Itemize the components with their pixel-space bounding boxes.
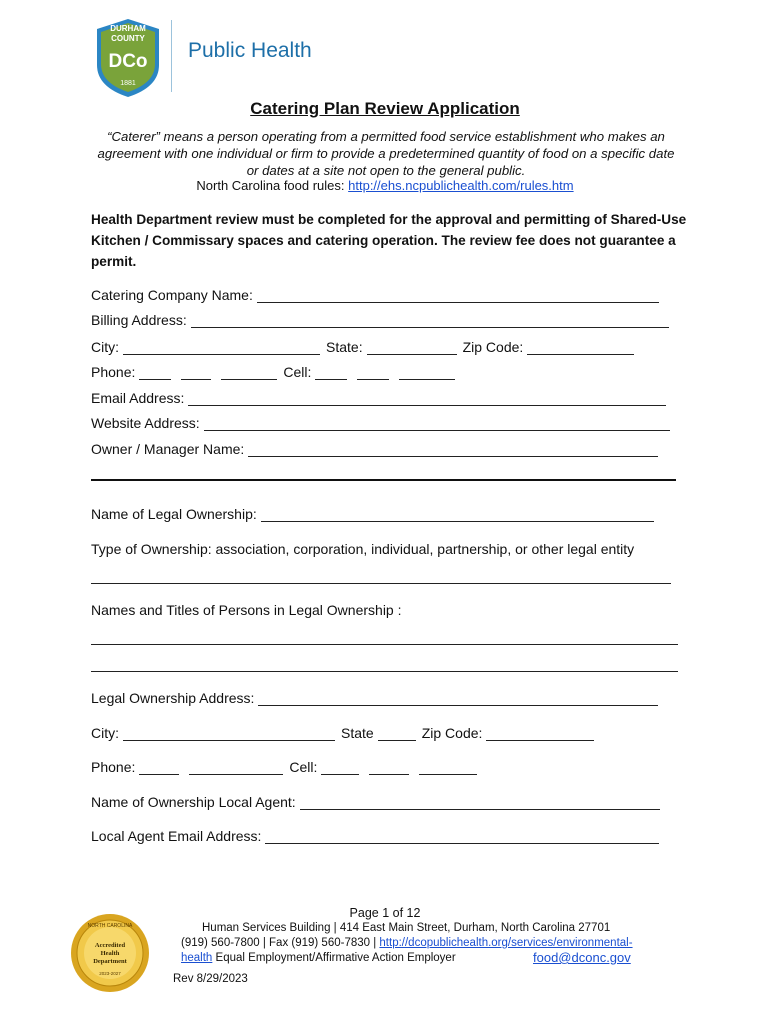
footer-website-link[interactable]: http://dcopublichealth.org/services/environmental- [379, 937, 633, 949]
accreditation-seal [70, 913, 150, 993]
legal-name-label: Name of Legal Ownership: [91, 506, 257, 522]
legal-state-input[interactable] [378, 725, 416, 741]
cell-area-input[interactable] [315, 364, 347, 380]
rules-line [0, 178, 770, 193]
local-agent-input[interactable] [300, 794, 660, 810]
seal-years: 2023-2027 [99, 971, 121, 976]
seal-line3: Department [93, 958, 127, 965]
logo-divider [171, 20, 172, 92]
ownership-type-label: Type of Ownership: association, corporation, individual, partnership, or other legal entity [91, 541, 635, 557]
footer-email-wrap [533, 950, 673, 965]
badge-top-text: DURHAM [110, 24, 146, 33]
legal-address-label: Legal Ownership Address: [91, 690, 255, 706]
legal-state-label: State [341, 725, 374, 741]
legal-name-row [91, 506, 654, 522]
zip-input[interactable] [527, 339, 634, 355]
phone-prefix-input[interactable] [181, 364, 211, 380]
cell-prefix-input[interactable] [357, 364, 389, 380]
phone-line-input[interactable] [221, 364, 277, 380]
legal-address-row [91, 690, 658, 706]
local-agent-email-label: Local Agent Email Address: [91, 828, 262, 844]
city-label: City: [91, 339, 119, 355]
phone-cell-row [91, 364, 455, 380]
owner-label: Owner / Manager Name: [91, 441, 245, 457]
legal-city-state-zip-row [91, 725, 594, 741]
state-input[interactable] [367, 339, 457, 355]
seal-line1: Accredited [94, 942, 126, 949]
local-agent-label: Name of Ownership Local Agent: [91, 794, 296, 810]
legal-cell-area-input[interactable] [321, 759, 359, 775]
website-row [91, 415, 670, 431]
company-name-input[interactable] [257, 287, 659, 303]
legal-name-input[interactable] [261, 506, 654, 522]
legal-zip-input[interactable] [486, 725, 594, 741]
rules-label: North Carolina food rules: [196, 178, 349, 193]
billing-address-row [91, 312, 669, 328]
ownership-type-row [91, 541, 634, 557]
footer-eeo-line [181, 952, 561, 964]
footer-phone-fax: (919) 560-7800 | Fax (919) 560-7830 | [181, 937, 380, 949]
cell-line-input[interactable] [399, 364, 455, 380]
phone-label: Phone: [91, 364, 136, 380]
legal-cell-line-input[interactable] [419, 759, 477, 775]
state-label: State: [326, 339, 363, 355]
local-agent-email-input[interactable] [265, 828, 659, 844]
legal-cell-prefix-input[interactable] [369, 759, 409, 775]
legal-phone-cell-row [91, 759, 477, 775]
city-input[interactable] [123, 339, 320, 355]
owner-input[interactable] [248, 441, 658, 457]
local-agent-email-row [91, 828, 659, 844]
review-notice: Health Department review must be completed for the approval and permitting of Shared-Use Kitchen / Commissary spaces and catering operation. The review fee does not guarantee a permit. [91, 212, 687, 269]
email-label: Email Address: [91, 390, 185, 406]
cell-label: Cell: [283, 364, 312, 380]
company-name-label: Catering Company Name: [91, 287, 253, 303]
names-titles-label: Names and Titles of Persons in Legal Ownership : [91, 602, 402, 618]
rules-link[interactable]: http://ehs.ncpublichealth.com/rules.htm [348, 178, 574, 193]
zip-label: Zip Code: [462, 339, 524, 355]
badge-year-text: 1881 [120, 80, 136, 87]
city-state-zip-row [91, 339, 634, 355]
legal-city-label: City: [91, 725, 119, 741]
billing-address-label: Billing Address: [91, 312, 187, 328]
website-input[interactable] [204, 415, 670, 431]
phone-area-input[interactable] [139, 364, 171, 380]
footer-address: Human Services Building | 414 East Main Street, Durham, North Carolina 27701 [202, 922, 611, 934]
footer-contact [181, 937, 701, 949]
legal-city-input[interactable] [123, 725, 335, 741]
email-input[interactable] [188, 390, 666, 406]
revision-date: Rev 8/29/2023 [173, 973, 248, 985]
durham-county-badge-logo [93, 17, 163, 99]
badge-mono-text: DCo [108, 51, 148, 72]
ownership-type-input[interactable] [91, 583, 671, 584]
legal-address-input[interactable] [258, 690, 658, 706]
company-name-row [91, 287, 659, 303]
legal-zip-label: Zip Code: [421, 725, 483, 741]
names-titles-row [91, 602, 402, 618]
section-separator [91, 479, 676, 481]
page-number: Page 1 of 12 [349, 906, 421, 920]
local-agent-row [91, 794, 660, 810]
names-titles-input-2[interactable] [91, 671, 678, 672]
seal-line2: Health [100, 950, 120, 957]
badge-mid-text: COUNTY [111, 34, 145, 43]
caterer-definition: “Caterer” means a person operating from a permitted food service establishment who makes an agreement with one individual or firm to provide a predetermined quantity of food on a specific date or dates at a site not open to the general public. [97, 129, 675, 178]
legal-phone-area-input[interactable] [139, 759, 179, 775]
footer-email-link[interactable]: food@dconc.gov [533, 950, 631, 965]
billing-address-input[interactable] [191, 312, 669, 328]
email-row [91, 390, 666, 406]
page-title: Catering Plan Review Application [250, 99, 520, 118]
footer-eeo: Equal Employment/Affirmative Action Employer [212, 952, 456, 964]
legal-phone-label: Phone: [91, 759, 136, 775]
public-health-wordmark: Public Health [188, 39, 312, 62]
seal-ring-text: NORTH CAROLINA [87, 923, 133, 929]
legal-cell-label: Cell: [289, 759, 318, 775]
names-titles-input-1[interactable] [91, 644, 678, 645]
footer-website-link-cont[interactable]: health [181, 952, 213, 964]
owner-row [91, 441, 658, 457]
website-label: Website Address: [91, 415, 200, 431]
legal-phone-number-input[interactable] [189, 759, 283, 775]
